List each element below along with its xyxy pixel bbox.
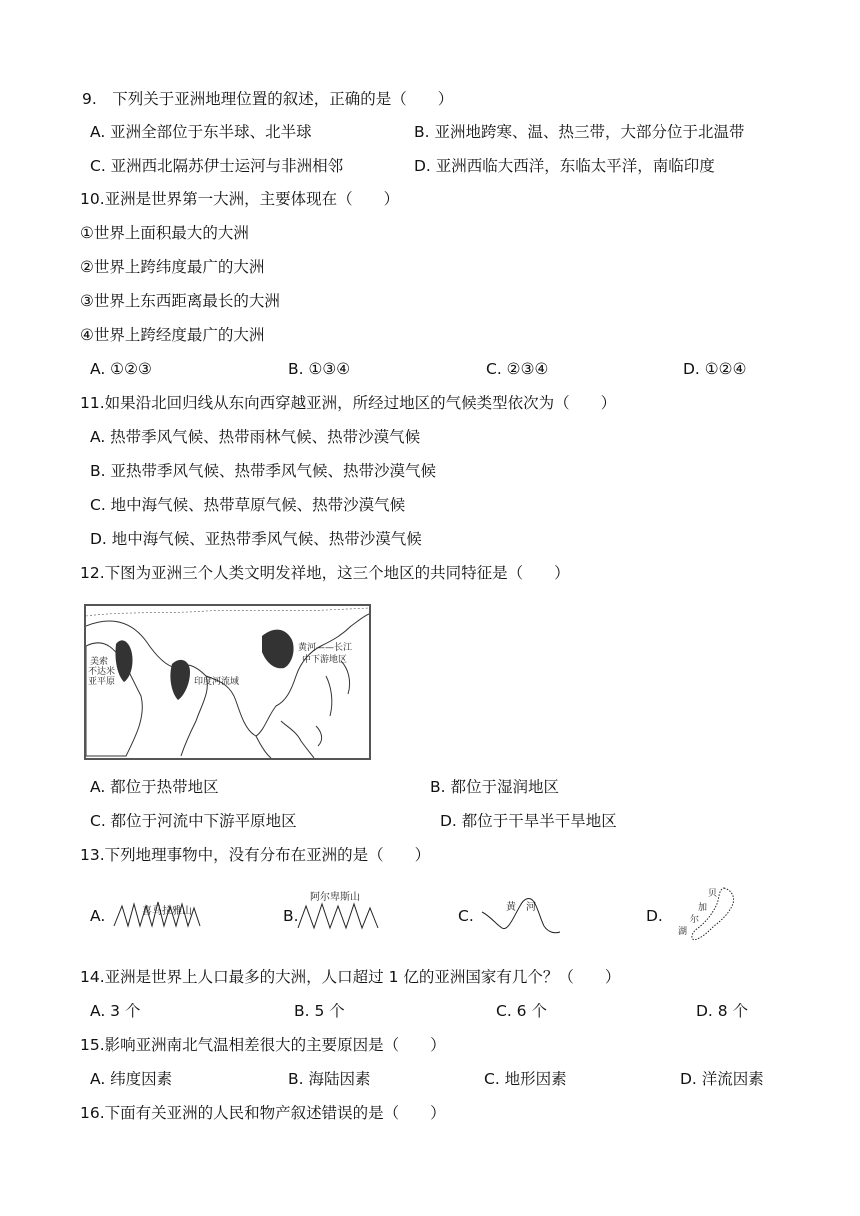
q15-option-c: C. 地形因素 — [484, 1070, 567, 1088]
q15-option-b: B. 海陆因素 — [288, 1070, 371, 1088]
map-label-huanghe-2: 中下游地区 — [302, 655, 348, 665]
q12-option-b: B. 都位于湿润地区 — [430, 778, 559, 796]
q10-item-4: ④世界上跨经度最广的大洲 — [80, 326, 265, 344]
q10-item-3: ③世界上东西距离最长的大洲 — [80, 292, 280, 310]
question-11-stem: 11.如果沿北回归线从东向西穿越亚洲，所经过地区的气候类型依次为（ ） — [80, 394, 617, 412]
q10-option-d: D. ①②④ — [683, 360, 747, 378]
q14-option-b: B. 5 个 — [294, 1002, 345, 1020]
himalaya-label: 喜马拉雅山 — [142, 906, 192, 917]
q10-item-2: ②世界上跨纬度最广的大洲 — [80, 258, 265, 276]
q14-option-a: A. 3 个 — [90, 1002, 141, 1020]
question-10-stem: 10.亚洲是世界第一大洲，主要体现在（ ） — [80, 190, 400, 208]
q11-option-b: B. 亚热带季风气候、热带季风气候、热带沙漠气候 — [90, 462, 436, 480]
question-12-stem: 12.下图为亚洲三个人类文明发祥地，这三个地区的共同特征是（ ） — [80, 564, 570, 582]
question-16-stem: 16.下面有关亚洲的人民和物产叙述错误的是（ ） — [80, 1104, 446, 1122]
map-label-meso-1: 美索 — [90, 657, 109, 667]
q9-option-d: D. 亚洲西临大西洋，东临太平洋，南临印度 — [414, 157, 715, 175]
asia-map-graphic — [86, 606, 369, 758]
q10-option-c: C. ②③④ — [486, 360, 549, 378]
asia-civilization-map — [84, 604, 371, 760]
baikal-label-3: 尔 — [690, 915, 700, 925]
q11-option-c: C. 地中海气候、热带草原气候、热带沙漠气候 — [90, 496, 406, 514]
lake-baikal-icon — [672, 884, 752, 944]
q15-option-d: D. 洋流因素 — [680, 1070, 764, 1088]
question-14-stem: 14.亚洲是世界上人口最多的大洲，人口超过 1 亿的亚洲国家有几个？（ ） — [80, 968, 621, 986]
q13-option-d-label: D. — [646, 907, 663, 925]
q15-option-a: A. 纬度因素 — [90, 1070, 173, 1088]
alps-mountain-icon — [296, 884, 386, 934]
q9-option-a: A. 亚洲全部位于东半球、北半球 — [90, 123, 312, 141]
q10-item-1: ①世界上面积最大的大洲 — [80, 224, 249, 242]
q12-option-d: D. 都位于干旱半干旱地区 — [440, 812, 617, 830]
yellow-river-icon — [478, 886, 568, 936]
baikal-label-2: 加 — [698, 903, 708, 913]
yellow-river-label: 黄 河 — [506, 902, 536, 913]
map-label-meso-2: 不达米 — [88, 667, 116, 677]
map-label-indus: 印度河流域 — [194, 677, 240, 687]
q9-option-b: B. 亚洲地跨寒、温、热三带，大部分位于北温带 — [414, 123, 745, 141]
baikal-label-1: 贝 — [708, 889, 718, 899]
baikal-label-4: 湖 — [678, 927, 688, 937]
q11-option-a: A. 热带季风气候、热带雨林气候、热带沙漠气候 — [90, 428, 421, 446]
question-9-stem: 9. 下列关于亚洲地理位置的叙述，正确的是（ ） — [82, 90, 454, 108]
q10-option-a: A. ①②③ — [90, 360, 152, 378]
q13-option-a-label: A. — [90, 907, 106, 925]
q14-option-d: D. 8 个 — [696, 1002, 749, 1020]
himalaya-mountain-icon — [112, 886, 222, 936]
alps-label: 阿尔卑斯山 — [310, 892, 360, 903]
q14-option-c: C. 6 个 — [496, 1002, 547, 1020]
q11-option-d: D. 地中海气候、亚热带季风气候、热带沙漠气候 — [90, 530, 422, 548]
question-15-stem: 15.影响亚洲南北气温相差很大的主要原因是（ ） — [80, 1036, 446, 1054]
q13-option-b-label: B. — [283, 907, 299, 925]
q13-option-c-label: C. — [458, 907, 474, 925]
map-label-meso-3: 亚平原 — [88, 677, 116, 687]
question-13-stem: 13.下列地理事物中，没有分布在亚洲的是（ ） — [80, 846, 431, 864]
q12-option-c: C. 都位于河流中下游平原地区 — [90, 812, 297, 830]
q10-option-b: B. ①③④ — [288, 360, 351, 378]
q12-option-a: A. 都位于热带地区 — [90, 778, 219, 796]
map-label-huanghe-1: 黄河——长江 — [298, 643, 353, 653]
q9-option-c: C. 亚洲西北隔苏伊士运河与非洲相邻 — [90, 157, 344, 175]
